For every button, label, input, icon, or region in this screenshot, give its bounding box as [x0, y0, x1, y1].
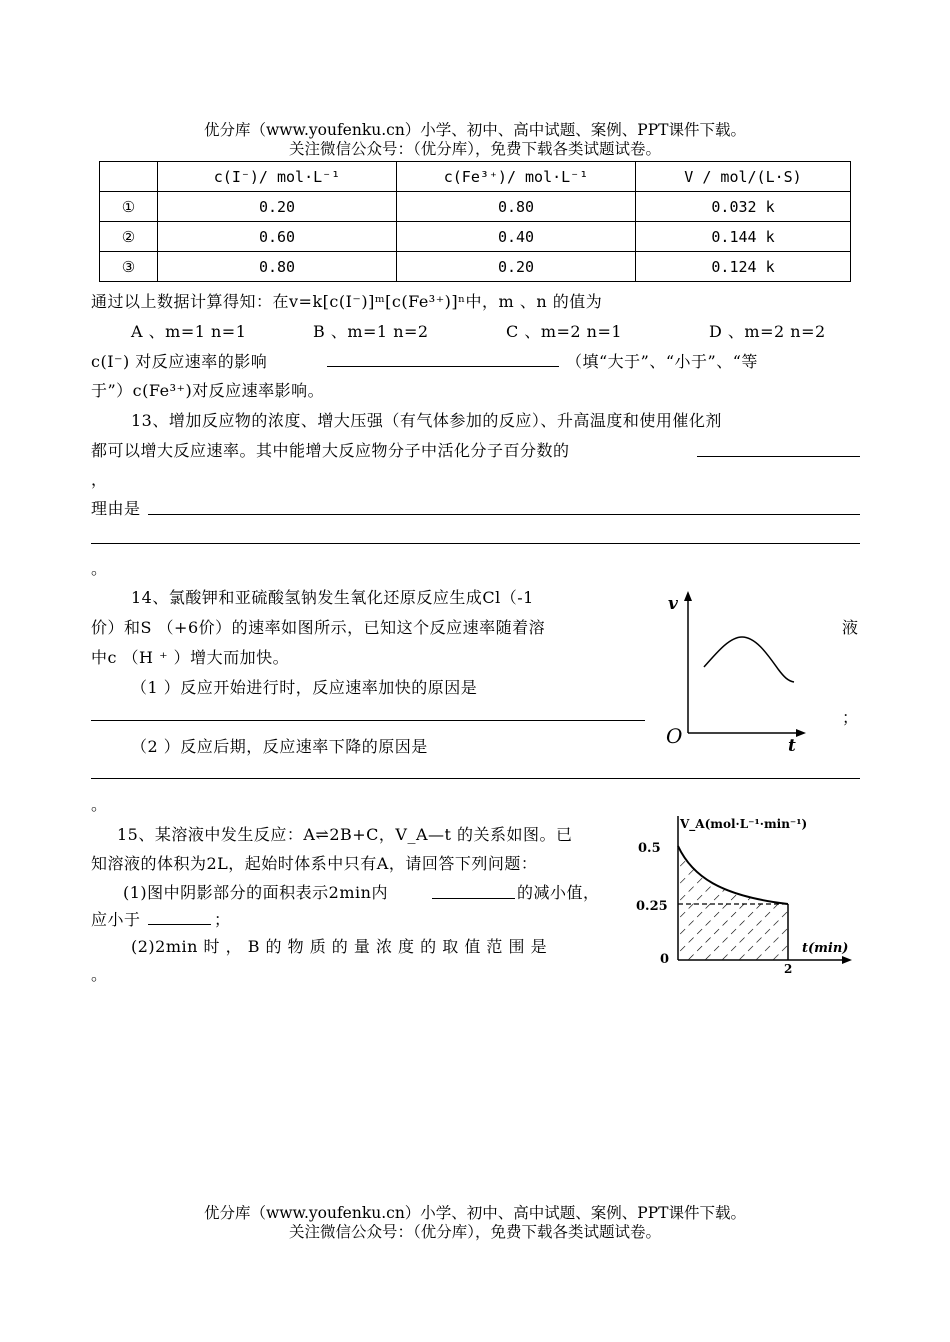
q15-sub2: (2)2min 时 ， B 的 物 质 的 量 浓 度 的 取 值 范 围 是	[131, 937, 548, 956]
q14-rate-curve	[704, 637, 794, 682]
q13-reason-label: 理由是	[91, 499, 141, 518]
q12-option-b: B 、m=1 n=2	[313, 322, 429, 341]
q14-x-label: t	[788, 736, 796, 755]
footer-line-1: 优分库（www.youfenku.cn）小学、初中、高中试题、案例、PPT课件下载。	[203, 1204, 747, 1222]
q14-y-label: v	[668, 594, 678, 614]
table-header-cell: c(I⁻)/ mol·L⁻¹	[158, 162, 397, 192]
q15-line1: 15、某溶液中发生反应：A⇌2B+C，V_A—t 的关系如图。已	[117, 825, 573, 844]
table-cell: 0.60	[158, 222, 397, 252]
q14-line1: 14、氯酸钾和亚硫酸氢钠发生氧化还原反应生成Cl（-1	[131, 588, 534, 607]
header-line-2: 关注微信公众号：（优分库），免费下载各类试题试卷。	[288, 140, 661, 158]
q15-tick-y-0.25: 0.25	[636, 899, 668, 914]
q15-shaded-area	[678, 846, 788, 960]
table-header-row	[100, 162, 851, 192]
table-cell: ③	[100, 252, 158, 282]
q15-sub1a: (1)图中阴影部分的面积表示2min内	[123, 883, 388, 902]
table-cell: 0.20	[397, 252, 636, 282]
q14-semicolon: ；	[842, 708, 859, 727]
q12-line2: 于”）c(Fe³⁺)对反应速率影响。	[91, 381, 325, 400]
q14-x-arrow-icon	[796, 729, 806, 737]
q15-va-graph	[634, 810, 854, 980]
q15-x-arrow-icon	[842, 956, 852, 964]
q13-line1: 13、增加反应物的浓度、增大压强（有气体参加的反应）、升高温度和使用催化剂	[131, 411, 722, 430]
table-header-cell	[100, 162, 158, 192]
q14-sub2-blank[interactable]	[91, 778, 860, 779]
q15-sub1-blank-2[interactable]	[148, 924, 211, 925]
q12-option-d: D 、m=2 n=2	[709, 322, 826, 341]
q15-tick-y-0: 0	[660, 952, 670, 967]
table-row	[100, 222, 851, 252]
q12-option-a: A 、m=1 n=1	[131, 322, 247, 341]
q14-line3: 中c （H ⁺ ）增大而加快。	[91, 648, 290, 667]
q14-line2-tail: 液	[842, 618, 859, 637]
q15-line2: 知溶液的体积为2L，起始时体系中只有A，请回答下列问题：	[91, 854, 538, 873]
q14-line2: 价）和S （+6价）的速率如图所示，已知这个反应速率随着溶	[91, 618, 546, 637]
q15-y-label: V_A(mol·L⁻¹·min⁻¹)	[680, 817, 808, 831]
table-row	[100, 192, 851, 222]
table-cell: ①	[100, 192, 158, 222]
header-line-1: 优分库（www.youfenku.cn）小学、初中、高中试题、案例、PPT课件下载。	[203, 121, 747, 139]
q15-sub1c: 应小于	[91, 910, 141, 929]
table-cell: 0.80	[158, 252, 397, 282]
q14-end: 。	[91, 795, 108, 814]
q13-line2: 都可以增大反应速率。其中能增大反应物分子中活化分子百分数的	[91, 441, 570, 460]
q15-end: 。	[91, 965, 108, 984]
table-cell: ②	[100, 222, 158, 252]
q13-answer-blank[interactable]	[697, 456, 860, 457]
table-header-cell: V / mol/(L·S)	[636, 162, 851, 192]
q13-reason-blank-1[interactable]	[148, 514, 860, 515]
table-cell: 0.124 k	[636, 252, 851, 282]
q15-x-label: t(min)	[802, 941, 849, 956]
q12-line1-b: （填“大于”、“小于”、“等	[566, 352, 758, 371]
q15-sub1b: 的减小值，	[517, 883, 600, 902]
table-cell: 0.80	[397, 192, 636, 222]
q15-tick-y-0.5: 0.5	[638, 841, 661, 856]
q13-reason-blank-2[interactable]	[91, 543, 860, 544]
table-cell: 0.20	[158, 192, 397, 222]
q14-sub2: （2 ）反应后期，反应速率下降的原因是	[131, 737, 428, 756]
q12-line1-a: c(I⁻) 对反应速率的影响	[91, 352, 268, 371]
q14-y-arrow-icon	[684, 591, 692, 601]
q14-rate-graph	[660, 585, 810, 755]
q14-sub1: （1 ）反应开始进行时，反应速率加快的原因是	[131, 678, 478, 697]
q13-comma: ，	[91, 470, 108, 489]
footer-line-2: 关注微信公众号：（优分库），免费下载各类试题试卷。	[288, 1223, 661, 1241]
q15-sub1d: ；	[214, 910, 231, 929]
table-row	[100, 252, 851, 282]
rate-data-table	[99, 161, 851, 282]
table-cell: 0.40	[397, 222, 636, 252]
q15-tick-x-2: 2	[784, 962, 793, 976]
q14-sub1-blank[interactable]	[91, 720, 645, 721]
table-cell: 0.144 k	[636, 222, 851, 252]
q12-answer-blank[interactable]	[327, 366, 559, 367]
table-cell: 0.032 k	[636, 192, 851, 222]
table-header-cell: c(Fe³⁺)/ mol·L⁻¹	[397, 162, 636, 192]
q15-sub1-blank-1[interactable]	[432, 898, 515, 899]
q12-option-c: C 、m=2 n=1	[506, 322, 623, 341]
q14-origin-label: O	[666, 724, 683, 748]
q13-end: 。	[91, 559, 108, 578]
q12-stem: 通过以上数据计算得知：在v=k[c(I⁻)]ᵐ[c(Fe³⁺)]ⁿ中，m 、n 的值为	[91, 292, 603, 311]
